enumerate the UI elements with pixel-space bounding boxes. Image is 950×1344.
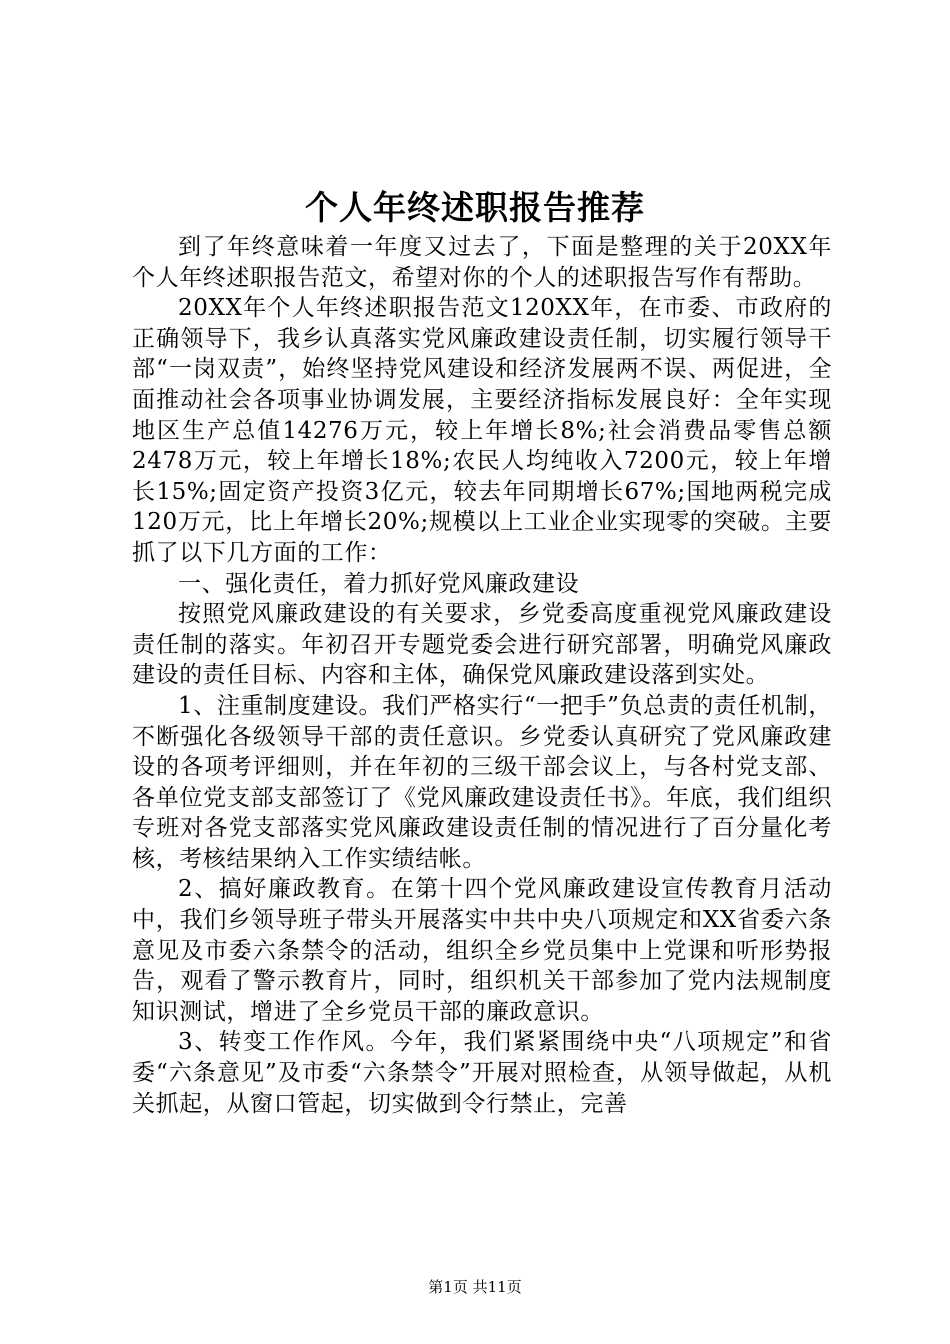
paragraph-intro: 到了年终意味着一年度又过去了，下面是整理的关于20XX年个人年终述职报告范文，希望对你的个人的述职报告写作有帮助。: [132, 234, 832, 291]
paragraph-summary: 20XX年个人年终述职报告范文120XX年，在市委、市政府的正确领导下，我乡认真落实党风廉政建设责任制，切实履行领导干部“一岗双责”，始终坚持党风建设和经济发展两不误、两促进，全面推动社会各项事业协调发展，主要经济指标发展良好：全年实现地区生产总值14276万元，较上年增长8%;社会消费品零售总额2478万元，较上年增长18%;农民人均纯收入7200元，较上年增长15%;固定资产投资3亿元，较去年同期增长67%;国地两税完成120万元，比上年增长20%;规模以上工业企业实现零的突破。主要抓了以下几方面的工作：: [132, 295, 832, 566]
paragraph-item-2: 2、搞好廉政教育。在第十四个党风廉政建设宣传教育月活动中，我们乡领导班子带头开展落实中共中央八项规定和XX省委六条意见及市委六条禁令的活动，组织全乡党员集中上党课和听形势报告，观看了警示教育片，同时，组织机关干部参加了党内法规制度知识测试，增进了全乡党员干部的廉政意识。: [132, 876, 832, 1025]
paragraph-item-3: 3、转变工作作风。今年，我们紧紧围绕中央“八项规定”和省委“六条意见”及市委“六条禁令”开展对照检查，从领导做起，从机关抓起，从窗口管起，切实做到令行禁止，完善: [132, 1029, 832, 1117]
paragraph-item-1: 1、注重制度建设。我们严格实行“一把手”负总责的责任机制，不断强化各级领导干部的责任意识。乡党委认真研究了党风廉政建设的各项考评细则，并在年初的三级干部会议上，与各村党支部、各单位党支部支部签订了《党风廉政建设责任书》。年底，我们组织专班对各党支部落实党风廉政建设责任制的情况进行了百分量化考核，考核结果纳入工作实绩结帐。: [132, 692, 832, 872]
section-heading-1: 一、强化责任，着力抓好党风廉政建设: [178, 570, 580, 597]
document-title: 个人年终述职报告推荐: [305, 188, 645, 227]
page-footer: 第1页 共11页: [428, 1278, 522, 1296]
document-body: [132, 232, 832, 1119]
paragraph-section-1: 按照党风廉政建设的有关要求，乡党委高度重视党风廉政建设责任制的落实。年初召开专题党委会进行研究部署，明确党风廉政建设的责任目标、内容和主体，确保党风廉政建设落到实处。: [132, 601, 832, 689]
